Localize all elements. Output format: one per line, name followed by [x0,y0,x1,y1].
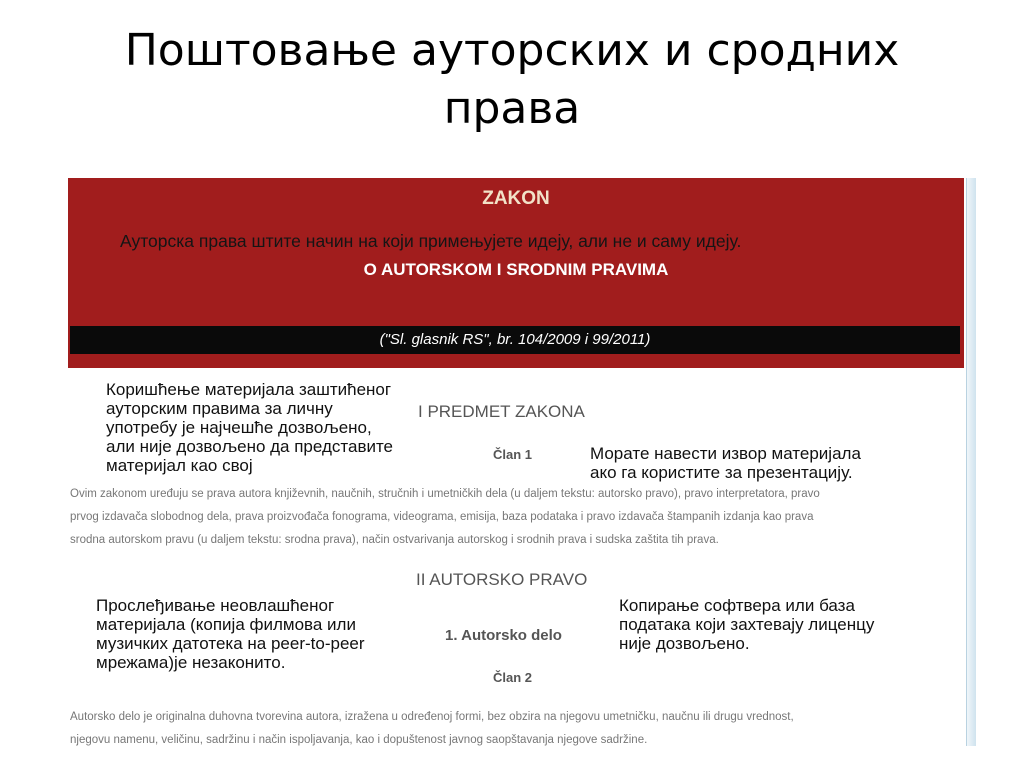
body-line: Autorsko delo je originalna duhovna tvorevina autora, izražena u određenoj formi, bez obzira na njegovu umetničku, naučnu ili drugu vrednost, [70,711,794,723]
section-2-clan: Član 2 [493,670,533,685]
overlay-software-line: података који захтевају лиценцу [619,615,875,634]
overlay-personal-use-line: ауторским правима за личну [106,399,333,418]
overlay-cite-source-line: ако га користите за презентацију. [590,463,853,482]
overlay-forwarding-line: материјала (копија филмова или [96,615,356,634]
section-2-subheading: 1. Autorsko delo [445,627,562,644]
section-2-body [70,706,794,746]
overlay-cite-source [590,444,861,482]
overlay-forwarding-line: музичких датотека на peer-to-peer [96,634,365,653]
gazette-reference: ("Sl. glasnik RS", br. 104/2009 i 99/2011) [379,331,651,348]
section-1-heading: I PREDMET ZAKONA [418,402,585,421]
body-line: srodna autorskom pravu (u daljem tekstu: srodna prava), način ostvarivanja autorskog i srodnih prava i sudska zaštita tih prava. [70,534,719,546]
section-1-body [70,483,820,552]
overlay-forwarding [96,596,365,672]
overlay-software [619,596,874,653]
overlay-personal-use-line: употребу је најчешће дозвољено, [106,418,372,437]
overlay-cite-source-line: Морате навести извор материјала [590,444,861,463]
body-line: njegovu namenu, veličinu, sadržinu i način ispoljavanja, kao i dopuštenost javnog saopštavanja njegove sadržine. [70,734,648,746]
body-line: Ovim zakonom uređuju se prava autora književnih, naučnih, stručnih i umetničkih dela (u daljem tekstu: autorsko pravo), pravo interpretatora, pravo [70,488,820,500]
slide-title-line-1: Поштовање ауторских и сродних [124,25,900,76]
banner-zakon-heading: ZAKON [482,188,550,209]
slide-title-line-2: права [443,83,581,134]
overlay-idea-note: Ауторска права штите начин на који примењујете идеју, али не и саму идеју. [120,231,742,251]
section-1-clan: Član 1 [493,447,533,462]
overlay-personal-use [106,380,393,475]
law-screenshot [68,178,966,746]
overlay-personal-use-line: Коришћење материјала заштићеног [106,380,392,399]
overlay-personal-use-line: али није дозвољено да представите [106,437,394,456]
overlay-forwarding-line: мрежама)је незаконито. [96,653,286,672]
overlay-forwarding-line: Прослеђивање неовлашћеног [96,596,335,615]
overlay-software-line: Копирање софтвера или база [619,596,855,615]
overlay-software-line: није дозвољено. [619,634,750,653]
banner-law-title: O AUTORSKOM I SRODNIM PRAVIMA [363,260,669,279]
slide-title [0,22,1024,138]
body-line: prvog izdavača slobodnog dela, prava proizvođača fonograma, videograma, emisija, baza podataka i pravo izdavača štampanih izdanja kao prava [70,511,814,523]
gazette-bar [70,326,960,354]
law-banner [68,178,964,368]
section-2-heading: II AUTORSKO PRAVO [416,570,588,589]
overlay-personal-use-line: материјал као свој [106,456,253,475]
screenshot-scroll-edge [966,178,976,746]
